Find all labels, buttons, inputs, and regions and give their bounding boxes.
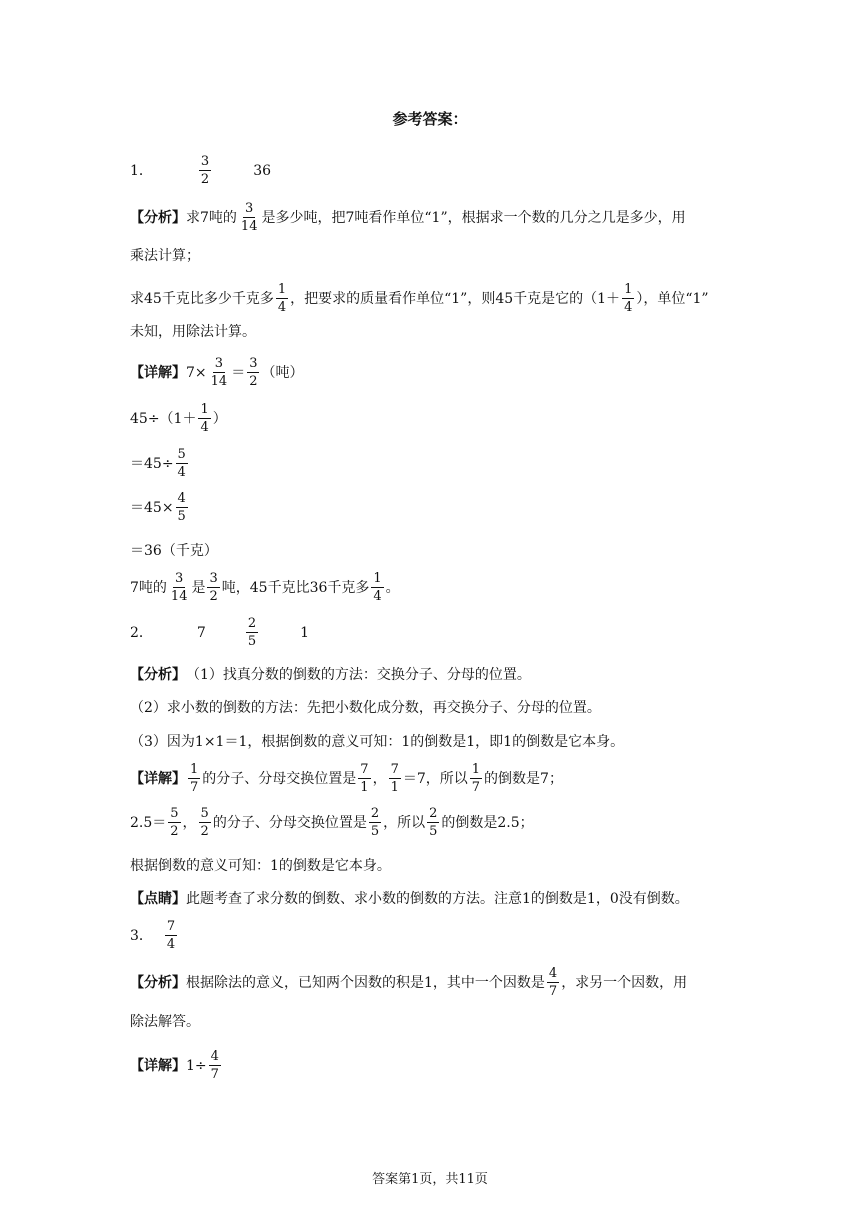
fraction: $\frac{3}{14}$ [210, 356, 228, 389]
q1-detail-line-1: 【详解】 7× $\frac{3}{14}$ ＝ $\frac{3}{2}$ （吨） [130, 356, 304, 389]
fraction: $\frac{4}{5}$ [177, 491, 186, 524]
q2-answer-line: 2． 7 $\frac{2}{5}$ 1 [130, 616, 310, 649]
q3-analysis-line-2: 除法解答。 [130, 1014, 200, 1030]
fraction: $\frac{1}{7}$ [190, 762, 199, 795]
q2-detail-line-1: 【详解】 $\frac{1}{7}$ 的分子、分母交换位置是 $\frac{7}{1}$ ， $\frac{7}{1}$ ＝7，所以 $\frac{1}{7}$ 的倒数是7； [130, 762, 563, 795]
fraction: $\frac{5}{4}$ [177, 447, 186, 480]
q1-answer-fraction: $\frac{3}{2}$ [200, 154, 210, 187]
fraction: $\frac{7}{1}$ [390, 762, 399, 795]
fraction: $\frac{4}{7}$ [210, 1049, 219, 1082]
q1-analysis-line-1: 【分析】 求7吨的 $\frac{3}{14}$ 是多少吨，把7吨看作单位“1”，根据求一个数的几分之几是多少，用 [130, 201, 686, 234]
fraction: $\frac{3}{14}$ [240, 201, 258, 234]
fraction: $\frac{1}{4}$ [624, 282, 633, 315]
q3-number: 3． [130, 927, 153, 944]
fraction: $\frac{4}{7}$ [548, 966, 558, 999]
fraction: $\frac{2}{5}$ [429, 806, 438, 839]
fraction: $\frac{3}{14}$ [170, 571, 188, 604]
q2-analysis-line-3: （3）因为1×1＝1，根据倒数的意义可知：1的倒数是1，即1的倒数是它本身。 [130, 734, 625, 750]
q1-answer-line [130, 155, 271, 186]
fraction: $\frac{3}{2}$ [209, 571, 218, 604]
q2-detail-line-2: 2.5＝ $\frac{5}{2}$ ， $\frac{5}{2}$ 的分子、分母交换位置是 $\frac{2}{5}$ ，所以 $\frac{2}{5}$ 的倒数是2.5； [130, 806, 534, 839]
q1-analysis-line-2: 乘法计算； [130, 248, 200, 264]
q2-number: 2． [130, 624, 153, 641]
q2-analysis-line-2: （2）求小数的倒数的方法：先把小数化成分数，再交换分子、分母的位置。 [130, 700, 601, 716]
q2-answer-fraction: $\frac{2}{5}$ [247, 616, 257, 649]
q2-analysis-line-1: 【分析】 （1）找真分数的倒数的方法：交换分子、分母的位置。 [130, 667, 531, 683]
fraction: $\frac{2}{5}$ [370, 806, 380, 839]
q1-detail-line-3: ＝45÷ $\frac{5}{4}$ [130, 447, 186, 480]
q3-answer-fraction: $\frac{7}{4}$ [166, 919, 176, 952]
q3-answer-line [130, 920, 179, 951]
fraction: $\frac{3}{2}$ [249, 356, 258, 389]
fraction: $\frac{1}{4}$ [277, 282, 287, 315]
q2-detail-line-3: 根据倒数的意义可知：1的倒数是它本身。 [130, 858, 391, 874]
q1-detail-line-2: 45÷（1＋ $\frac{1}{4}$ ） [130, 402, 227, 435]
q1-detail-line-5: ＝36（千克） [130, 543, 218, 559]
page-title: 参考答案： [392, 110, 468, 128]
q1-number: 1． [130, 162, 153, 179]
q1-answer-2: 36 [253, 162, 272, 179]
q3-detail-line-1: 【详解】 1÷ $\frac{4}{7}$ [130, 1049, 219, 1082]
q1-conclusion: 7吨的 $\frac{3}{14}$ 是 $\frac{3}{2}$ 吨，45千克比36千克多 $\frac{1}{4}$ 。 [130, 571, 400, 604]
q2-point: 【点睛】 此题考查了求分数的倒数、求小数的倒数的方法。注意1的倒数是1，0没有倒数。 [130, 891, 689, 907]
q3-analysis-line-1: 【分析】 根据除法的意义，已知两个因数的积是1，其中一个因数是 $\frac{4}{7}$ ，求另一个因数，用 [130, 966, 688, 999]
fraction: $\frac{1}{4}$ [200, 402, 209, 435]
fraction: $\frac{7}{1}$ [360, 762, 369, 795]
q1-analysis-line-3: 求45千克比多少千克多 $\frac{1}{4}$ ，把要求的质量看作单位“1”，则45千克是它的（1＋ $\frac{1}{4}$ ），单位“1” [130, 282, 709, 315]
fraction: $\frac{5}{2}$ [200, 806, 209, 839]
page-footer: 答案第1页，共11页 [372, 1172, 488, 1187]
fraction: $\frac{1}{7}$ [471, 762, 481, 795]
q1-detail-line-4: ＝45× $\frac{4}{5}$ [130, 491, 186, 524]
fraction: $\frac{1}{4}$ [373, 571, 382, 604]
fraction: $\frac{5}{2}$ [170, 806, 179, 839]
q1-analysis-line-4: 未知，用除法计算。 [130, 324, 256, 340]
